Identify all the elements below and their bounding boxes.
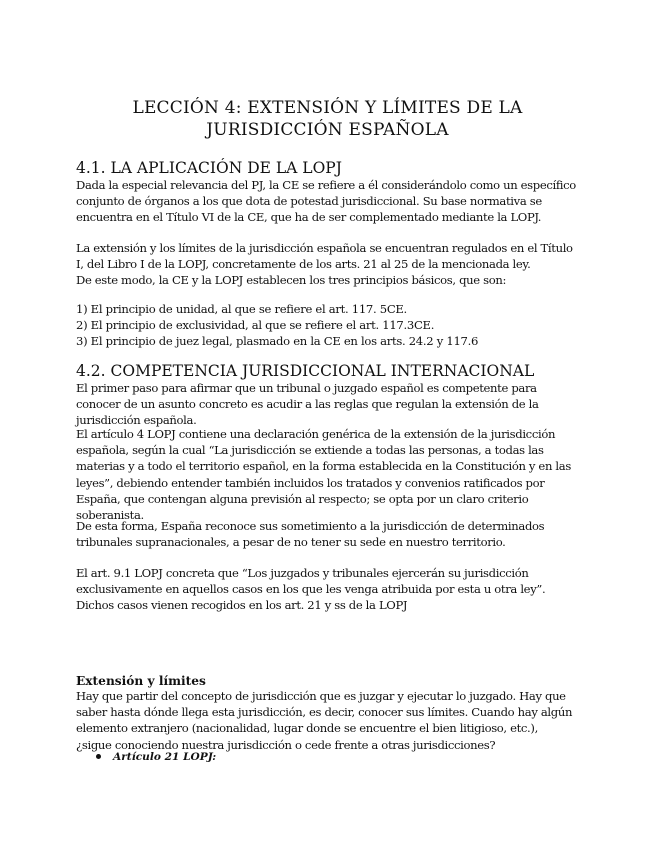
paragraph-text: La extensión y los límites de la jurisdicción española se encuentran regulados en el Título I, del Libro I de la LOPJ, concretamente de los arts. 21 al 25 de la mencionada ley. xyxy=(76,241,573,272)
lesson-title: LECCIÓN 4: EXTENSIÓN Y LÍMITES DE LA JURISDICCIÓN ESPAÑOLA xyxy=(132,98,523,140)
paragraph-text: De esta forma, España reconoce sus sometimiento a la jurisdicción de determinados tribunales supranacionales, a pesar de no tener su sede en nuestro territorio. xyxy=(76,519,545,550)
paragraph-text: Dada la especial relevancia del PJ, la CE se refiere a él considerándolo como un específico conjunto de órganos a los que dota de potestad jurisdiccional. Su base normativa se encuentra en el Título VI de la CE, que ha de ser complementado mediante la LOPJ. xyxy=(76,178,576,225)
bullet-text: Artículo 21 LOPJ: xyxy=(113,751,217,763)
paragraph-text: De este modo, la CE y la LOPJ establecen los tres principios básicos, que son: xyxy=(76,273,507,288)
section1-paragraph-2 xyxy=(76,240,576,289)
section3-paragraph-1 xyxy=(76,688,576,753)
section2-paragraph-1 xyxy=(76,380,576,429)
list-item: 2) El principio de exclusividad, al que se refiere el art. 117.3CE. xyxy=(76,318,435,332)
list-item: 3) El principio de juez legal, plasmado en la CE en los arts. 24.2 y 117.6 xyxy=(76,334,479,348)
bullet-item xyxy=(96,751,216,763)
paragraph-text: Hay que partir del concepto de jurisdicción que es juzgar y ejecutar lo juzgado. Hay que saber hasta dónde llega esta jurisdicción, es decir, conocer sus límites. Cuando hay algún elemento extranjero (nacionalidad, lugar donde se encuentre el bien litigioso, etc.), ¿sigue conociendo nuestra jurisdicción o cede frente a otras jurisdicciones? xyxy=(76,689,573,752)
section2-paragraph-3 xyxy=(76,518,576,550)
section2-paragraph-2 xyxy=(76,426,576,523)
paragraph-text: El primer paso para afirmar que un tribunal o juzgado español es competente para conocer de un asunto concreto es acudir a las reglas que regulan la extensión de la jurisdicción española. xyxy=(76,381,539,428)
section-heading-4-1: 4.1. LA APLICACIÓN DE LA LOPJ xyxy=(76,159,342,177)
bullet-icon xyxy=(96,754,101,759)
section2-paragraph-4 xyxy=(76,565,576,614)
section-heading-extension: Extensión y límites xyxy=(76,674,206,688)
section1-paragraph-1 xyxy=(76,177,576,226)
section-heading-4-2: 4.2. COMPETENCIA JURISDICCIONAL INTERNACIONAL xyxy=(76,362,535,380)
list-item: 1) El principio de unidad, al que se refiere el art. 117. 5CE. xyxy=(76,302,407,316)
paragraph-text: El art. 9.1 LOPJ concreta que “Los juzgados y tribunales ejercerán su jurisdicción exclusivamente en aquellos casos en los que les venga atribuida por esta u otra ley”. Dichos casos vienen recogidos en los art. 21 y ss de la LOPJ xyxy=(76,566,546,613)
paragraph-text: El artículo 4 LOPJ contiene una declaración genérica de la extensión de la jurisdicción española, según la cual “La jurisdicción se extiende a todas las personas, a todas las materias y a todo el territorio español, en la forma establecida en la Constitución y en las leyes”, debiendo entender también incluidos los tratados y convenios ratificados por España, que contengan alguna previsión al respecto; se opta por un claro criterio soberanista. xyxy=(76,427,571,523)
principles-list xyxy=(76,301,576,349)
